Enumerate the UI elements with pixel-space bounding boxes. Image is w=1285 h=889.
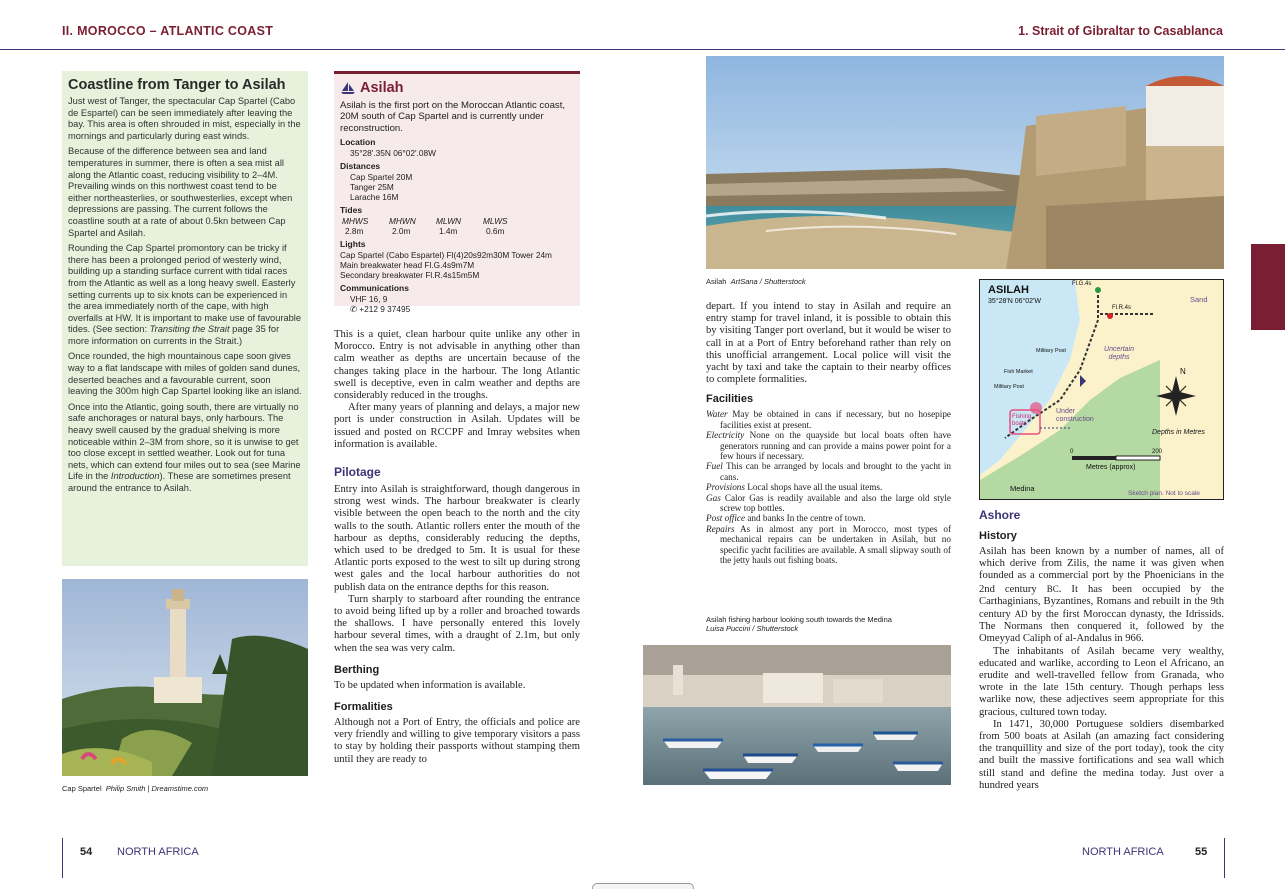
comms-item: VHF 16, 9 <box>350 294 388 305</box>
tide-value: 1.4m <box>439 226 458 237</box>
column-4 <box>979 508 1224 792</box>
asilah-fort-image <box>706 56 1224 269</box>
tide-value: 2.0m <box>392 226 411 237</box>
map-label: Under construction <box>1056 408 1094 423</box>
sidebar-paragraph-5 <box>68 402 302 495</box>
facility-item <box>706 461 951 482</box>
footer-rule-left <box>62 838 63 878</box>
facility-item <box>706 430 951 461</box>
tides-value-row <box>340 226 574 236</box>
page-number-left: 54 <box>80 846 93 858</box>
infobox-heading <box>340 80 574 96</box>
body-paragraph <box>979 546 1224 646</box>
facility-value: None on the quayside but local boats often have generators running and can provide a mains power point for a few hours if necessary. <box>720 430 951 462</box>
text-run: ). These are sometimes present around the entrance to Asilah. <box>68 471 291 493</box>
text-run: Rounding the Cap Spartel promontory can be tricky if there has been a prolonged period of westerly wind, building up a standing surface current with tidal races from the Atlantic as well as a long heavy swell. Easterly setting currents up to six knots can be experienced in the area immediately north of the cape, with high overfalls at HW. It is important to make use of favourable tides. (See section: <box>68 243 302 335</box>
page-number-right: 55 <box>1195 846 1208 858</box>
body-paragraph: Turn sharply to starboard after rounding the entrance to avoid being lifted up by a roller and broached towards the shallows. I have personally entered this lovely harbour several times, with a draught of 2.1m, but only when the sea was very calm. <box>334 593 580 654</box>
infobox-title: Asilah <box>360 80 404 96</box>
tides-label: Tides <box>340 205 363 216</box>
light-item: Main breakwater head Fl.G.4s9m7M <box>340 260 475 271</box>
facility-value: Local shops have all the usual items. <box>744 482 883 493</box>
formalities-heading: Formalities <box>334 701 393 714</box>
photo3-caption <box>706 615 956 633</box>
tide-head: MLWS <box>483 216 508 227</box>
facility-item <box>706 409 951 430</box>
right-running-head: 1. Strait of Gibraltar to Casablanca <box>1018 24 1223 38</box>
footer-rule-right <box>1224 838 1225 878</box>
fishing-harbour-image <box>643 645 951 785</box>
facility-item <box>706 524 951 566</box>
map-label: Fish Market <box>1004 369 1033 375</box>
caption-credit: Luisa Puccini / Shutterstock <box>706 624 799 633</box>
text-run-smallcaps: BC <box>1046 583 1059 594</box>
body-paragraph: depart. If you intend to stay in Asilah and require an entry stamp for travel inland, it is possible to obtain this by visiting Tanger port overland, but it would be wiser to call in at a Port of Entry beforehand rather than rely on this unofficial arrangement. Local police will visit the yacht by taxi and take the captain to their nearby offices to complete formalities. <box>706 301 951 386</box>
sidebar-paragraph: Once rounded, the high mountainous cape soon gives way to a flat landscape with miles of golden sand dunes, deserted beaches and a favourable current, soon leaving the 300m high Cap Spartel looking like an island. <box>68 351 302 397</box>
body-paragraph: Although not a Port of Entry, the officials and police are very friendly and willing to give temporary visitors a pass to stay by holding their passports without stamping them until they are ready to <box>334 717 580 765</box>
tides-header-row <box>340 216 574 226</box>
caption-credit: Philip Smith | Dreamstime.com <box>105 784 209 793</box>
facility-item <box>706 482 951 492</box>
photo-asilah-fort <box>706 56 1224 269</box>
text-run-italic: Transiting the Strait <box>149 324 230 335</box>
distance-item: Cap Spartel 20M <box>350 172 413 183</box>
sailboat-icon <box>340 81 356 95</box>
text-run: Once into the Atlantic, going south, there are virtually no safe anchorages or natural bays, only harbours. The heavy swell caused by the gradual shelving is more noticeable within 2–3M from shore, so it is unwise to get too close except in settled weather. Look out for tuna nets, which can extend four miles out to sea (see Marine Life in the <box>68 401 301 482</box>
facilities-heading: Facilities <box>706 393 754 406</box>
facility-item <box>706 513 951 523</box>
chapter-thumb-tab <box>1251 244 1285 330</box>
column-2 <box>334 329 580 766</box>
page-scroll-handle[interactable] <box>592 883 694 889</box>
body-paragraph: In 1471, 30,000 Portuguese soldiers disembarked from 500 boats at Asilah (an amazing fact considering the tranquillity and size of the port today), took the city and built the massive fortifications and sea wall which still stand and define the medina today. Just over a hundred years <box>979 718 1224 791</box>
caption-title: Asilah fishing harbour looking south towards the Medina <box>706 615 892 624</box>
text-run: by the first Moroccan dynasty, the Idrissids. The Normans then conquered it, followed by the Omeyyad Caliph of al-Andalus in 966. <box>979 609 1224 645</box>
sidebar-title: Coastline from Tanger to Asilah <box>68 77 286 93</box>
map-label: Fl.G.4s <box>1072 281 1092 287</box>
sidebar-paragraph: Because of the difference between sea and land temperatures in summer, there is often a sea mist all along the Atlantic coast, reducing visibility to 2–4M. Prevailing winds on this northwest coast tend to be either northeasterlies, or southwesterlies, except when depressions are passing. The current follows the coastline south at a rate of about 0.5kn between Cap Spartel and Asilah. <box>68 146 293 238</box>
facility-key: Repairs <box>706 523 735 534</box>
pilotage-heading: Pilotage <box>334 465 381 480</box>
facility-value: This can be arranged by locals and brought to the yacht in cans. <box>720 461 951 482</box>
light-item: Secondary breakwater Fl.R.4s15m5M <box>340 270 480 281</box>
photo-fishing-harbour <box>643 645 951 785</box>
lights-label: Lights <box>340 239 366 250</box>
caption-title: Cap Spartel <box>62 784 102 793</box>
facilities-list <box>706 409 951 565</box>
map-label: Military Post <box>994 384 1024 390</box>
berthing-heading: Berthing <box>334 663 380 676</box>
sidebar-paragraph: Just west of Tanger, the spectacular Cap Spartel (Cabo de Espartel) can be seen immediately after leaving the bay. This area is often shrouded in mist, especially in the mornings and particularly during east winds. <box>68 96 301 141</box>
comms-label: Communications <box>340 283 409 294</box>
map-label: 200 <box>1152 449 1163 455</box>
sidebar-paragraph-3 <box>68 243 302 347</box>
cap-spartel-image <box>62 579 308 776</box>
history-heading: History <box>979 530 1017 542</box>
facility-key: Water <box>706 409 728 420</box>
map-label: Medina <box>1010 484 1035 493</box>
map-title: ASILAH <box>988 284 1029 296</box>
tide-head: MHWN <box>389 216 416 227</box>
map-label: Fishing boats <box>1012 414 1032 427</box>
body-paragraph: This is a quiet, clean harbour quite unlike any other in Morocco. Entry is not advisable in anything other than calm weather as depths are uncertain because of the changes taking place in the harbour. The long Atlantic swell is deceptive, even in calm weather and depths are considerably reduced in the troughs. <box>334 329 580 402</box>
photo1-caption <box>62 784 208 793</box>
facility-value: Calor Gas is readily available and also the large old style screw top bottles. <box>720 492 951 514</box>
body-paragraph: The inhabitants of Asilah became very wealthy, educated and warlike, according to Leon el Africano, an erudite and well-travelled fellow from Granada, who wrote in the late 15th century. Though perhaps less warlike now, these adjectives seem appropriate for this gracious, cultured town today. <box>979 645 1224 718</box>
text-run: page 35 for more information on currents in the Strait.) <box>68 324 280 346</box>
sidebar-coastline <box>62 71 308 566</box>
facility-key: Provisions <box>706 482 745 493</box>
text-run: . It has been occupied by the Carthaginians, Byzantines, Romans and rebuilt in the 9th century <box>979 583 1224 621</box>
header-rule-left <box>0 49 643 50</box>
text-run-italic: Introduction <box>110 471 160 482</box>
facility-value: and banks In the centre of town. <box>745 513 866 524</box>
footer-section-left: NORTH AFRICA <box>117 846 199 858</box>
location-label: Location <box>340 137 376 148</box>
tide-value: 2.8m <box>345 226 364 237</box>
photo-cap-spartel <box>62 579 308 776</box>
map-label: Uncertain depths <box>1104 346 1134 361</box>
map-label: Fl.R.4s <box>1112 305 1132 311</box>
facility-item <box>706 493 951 514</box>
facility-value: May be obtained in cans if necessary, but no hosepipe facilities exist at present. <box>720 409 951 430</box>
facility-key: Post office <box>706 513 746 524</box>
map-label: N <box>1180 367 1186 376</box>
map-label: 0 <box>1070 449 1074 455</box>
ashore-heading: Ashore <box>979 508 1021 522</box>
text-run: Asilah has been known by a number of names, all of which derive from Zilis, the name it was given when founded as a commercial port by the Phoenicians in the 2nd century <box>979 546 1224 595</box>
body-paragraph: To be updated when information is available. <box>334 679 526 691</box>
map-label: Military Post <box>1036 348 1066 354</box>
light-item: Cap Spartel (Cabo Espartel) Fl(4)20s92m30M Tower 24m <box>340 250 552 261</box>
caption-credit: ArtSana / Shutterstock <box>730 277 806 286</box>
body-paragraph: Entry into Asilah is straightforward, though dangerous in strong west winds. The harbour breakwater is clearly visible between the open beach to the north and the city walls to the south. Atlantic rollers enter the mouth of the harbour as depths, considerably reducing the depths, which used to be dredged to 5m. It is usual for these Atlantic ports exposed to the west to silt up during strong west gales and the local harbour authorities do not publish data on the entrance depths for this reason. <box>334 484 580 593</box>
facility-key: Fuel <box>706 461 723 472</box>
map-label: Sand <box>1190 295 1208 304</box>
tide-head: MLWN <box>436 216 462 227</box>
caption-title: Asilah <box>706 277 727 286</box>
tide-value: 0.6m <box>486 226 505 237</box>
header-rule-right-navy <box>643 49 1285 50</box>
map-label: Sketch plan. Not to scale <box>1128 490 1200 497</box>
distance-item: Tanger 25M <box>350 182 394 193</box>
distances-label: Distances <box>340 161 381 172</box>
facility-key: Gas <box>706 492 721 503</box>
body-paragraph: After many years of planning and delays, a major new port is under construction in Asilah. Updates will be issued and posted on RCCPF and Imray websites when information is available. <box>334 402 580 450</box>
map-label: Metres (approx) <box>1086 464 1136 471</box>
text-run-smallcaps: AD <box>1014 609 1028 620</box>
infobox-intro: Asilah is the first port on the Moroccan Atlantic coast, 20M south of Cap Spartel and is currently under reconstruction. <box>340 100 566 134</box>
facility-value: As in almost any port in Morocco, most types of mechanical repairs can be undertaken in Asilah, but no specific yacht facilities are available. A small slipway south of the jetty hauls out fishing boats. <box>720 523 951 566</box>
map-label: Depths in Metres <box>1152 429 1205 436</box>
tide-head: MHWS <box>342 216 369 227</box>
location-value: 35°28'.35N 06°02'.08W <box>350 148 436 159</box>
asilah-infobox <box>334 71 580 315</box>
harbour-plan-map <box>979 279 1224 500</box>
left-running-head: II. MOROCCO – ATLANTIC COAST <box>62 24 274 38</box>
comms-item: ✆ +212 9 37495 <box>350 304 411 315</box>
facility-key: Electricity <box>706 430 745 441</box>
distance-item: Larache 16M <box>350 192 399 203</box>
photo2-caption <box>706 277 806 286</box>
column-3 <box>706 301 951 566</box>
map-coords: 35°28'N 06°02'W <box>988 298 1042 305</box>
footer-section-right: NORTH AFRICA <box>1082 846 1164 858</box>
